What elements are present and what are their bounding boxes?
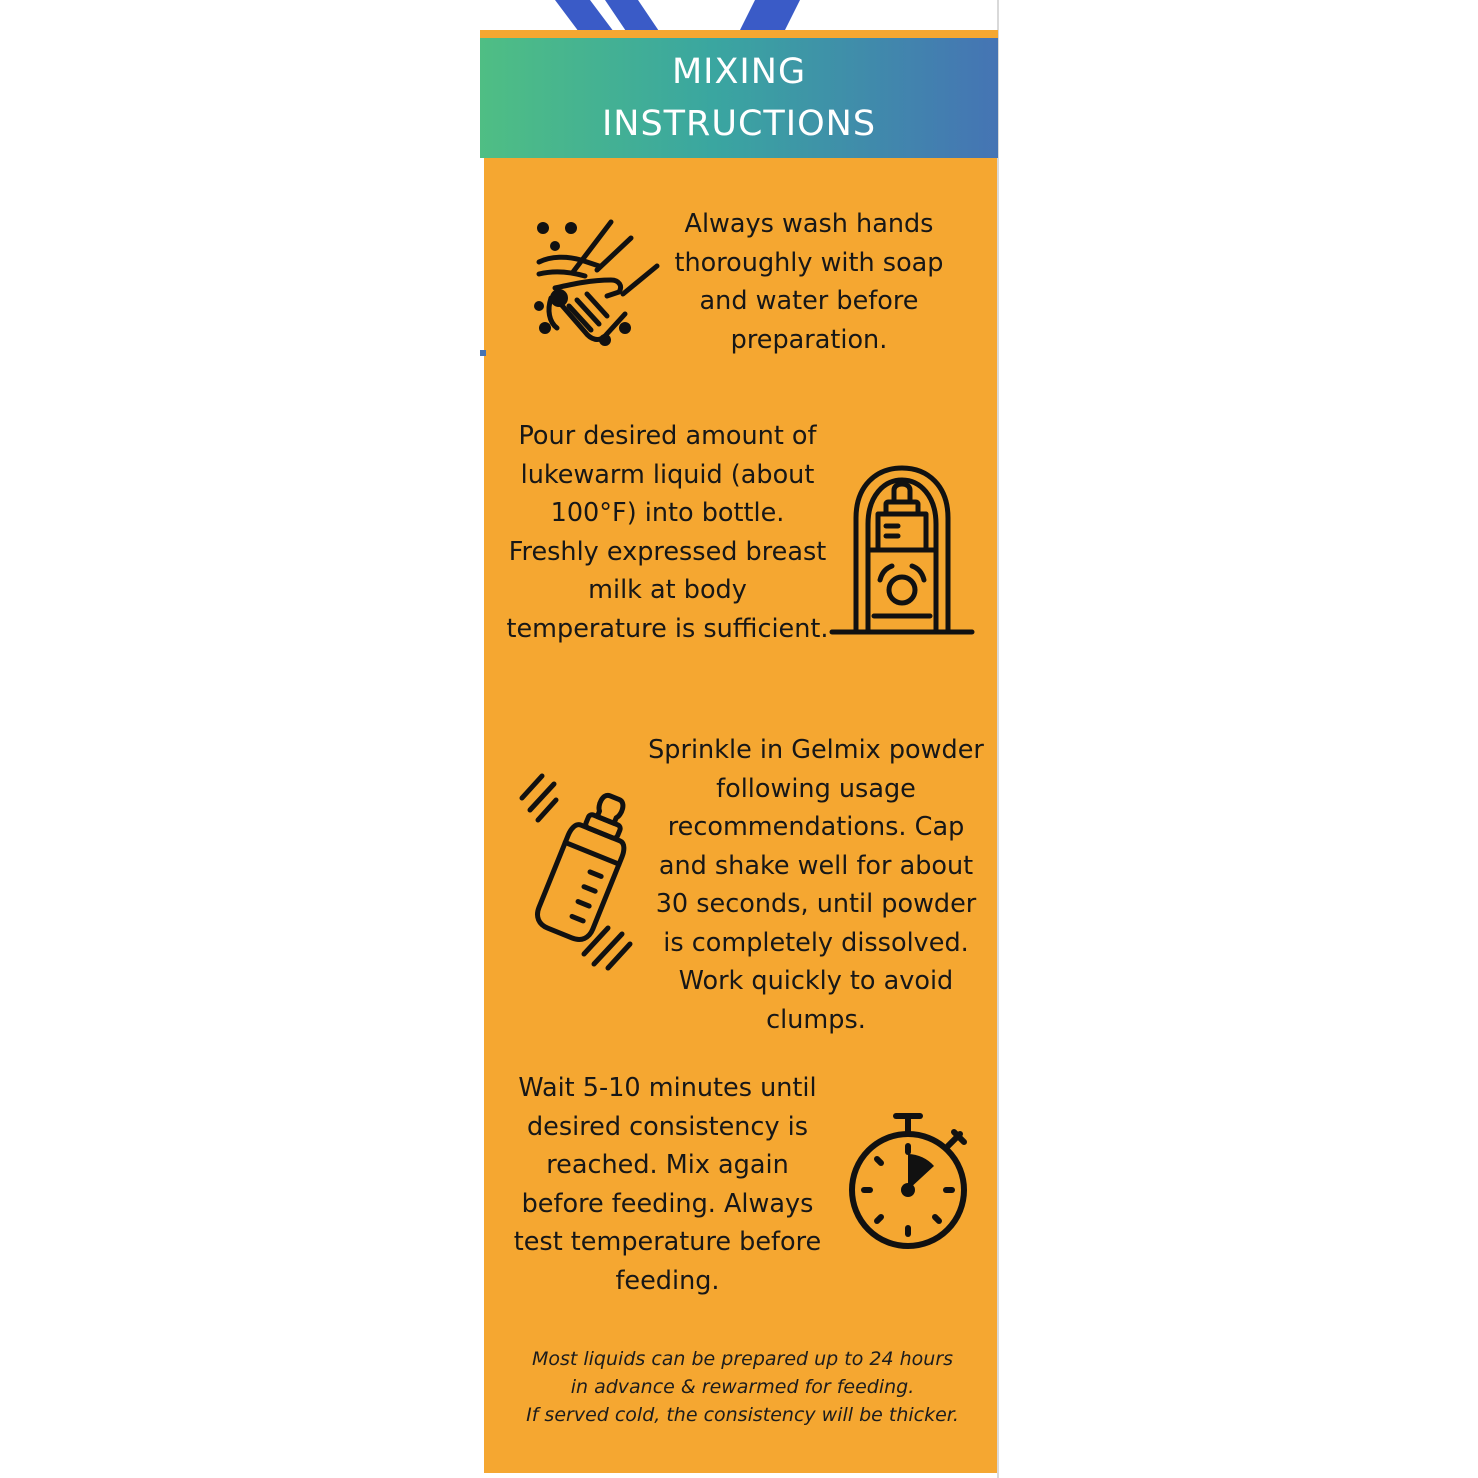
storage-note-line-2: in advance & rewarmed for feeding. [570,1376,915,1398]
hand-washing-icon [525,210,665,355]
storage-note-line-3: If served cold, the consistency will be thicker. [526,1404,959,1426]
step-sprinkle-shake-text: Sprinkle in Gelmix powder following usage recommendations. Cap and shake well for about 30 seconds, until powder is completely dissolved. Work quickly to avoid clumps. [648,735,984,1035]
header-top-strip [480,30,998,38]
step-pour-liquid-text: Pour desired amount of lukewarm liquid (about 100°F) into bottle. Freshly expressed breast milk at body temperature is sufficient. [506,421,829,644]
side-mark [480,350,486,356]
storage-note [500,1345,985,1429]
step-wait-mix-text: Wait 5-10 minutes until desired consistency is reached. Mix again before feeding. Always test temperature before feeding. [513,1073,822,1296]
storage-note-line-1: Most liquids can be prepared up to 24 hours [531,1348,954,1370]
stopwatch-icon [842,1108,974,1256]
page-title-line-1: MIXING [671,52,807,92]
bottle-warmer-icon [828,462,978,640]
step-wash-hands-text: Always wash hands thoroughly with soap and water before preparation. [674,209,944,355]
panel-edge [997,0,999,1478]
header-banner [480,38,998,158]
shaking-bottle-icon [510,770,640,975]
page-title-line-2: INSTRUCTIONS [601,104,877,144]
